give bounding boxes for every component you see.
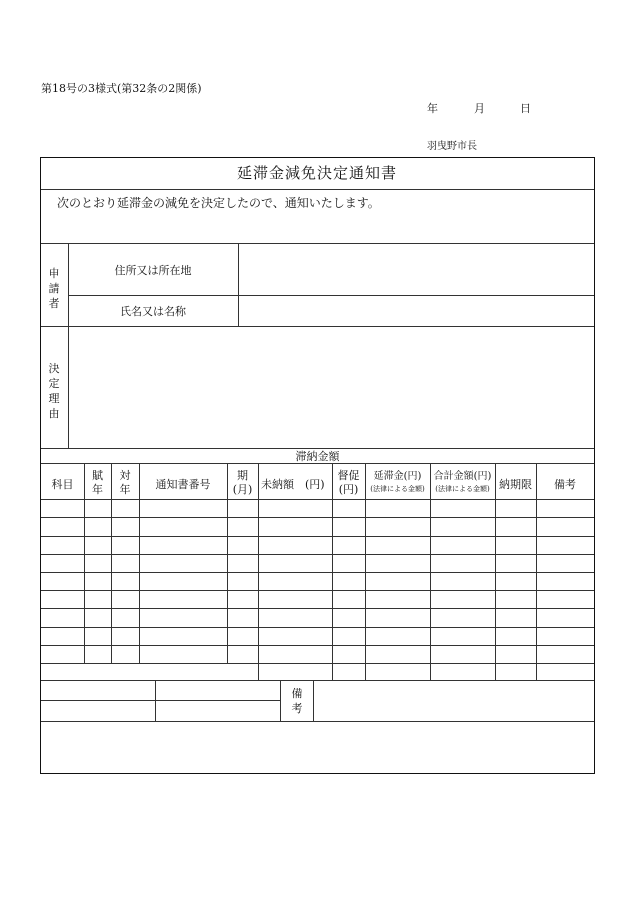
- divider: [41, 517, 594, 518]
- divider: [41, 608, 594, 609]
- col-notice-number: 通知書番号: [155, 478, 211, 491]
- date-month-label: 月: [474, 102, 485, 115]
- reason-label: 決定理由: [48, 362, 60, 420]
- address-label: 住所又は所在地: [114, 264, 192, 277]
- form-title: 延滞金減免決定通知書: [236, 164, 397, 182]
- divider: [313, 680, 314, 721]
- divider: [41, 189, 594, 190]
- col-unpaid: 未納額 (円): [261, 478, 325, 491]
- divider: [139, 463, 140, 663]
- col-fiscal-year: 賦 年: [92, 469, 103, 496]
- divider: [332, 463, 333, 680]
- col-late-fee: 延滞金(円) (法律による金額): [370, 471, 425, 493]
- name-label: 氏名又は名称: [120, 305, 186, 318]
- form-number: 第18号の3様式(第32条の2関係): [41, 82, 202, 95]
- col-remarks: 備考: [554, 478, 576, 491]
- date-day-label: 日: [520, 102, 531, 115]
- col-due-date: 納期限: [499, 478, 532, 491]
- issuer-name: 羽曳野市長: [427, 141, 477, 152]
- divider: [111, 463, 112, 663]
- divider: [227, 463, 228, 663]
- col-total: 合計金額(円) (法律による金額): [433, 471, 492, 493]
- divider: [365, 463, 366, 680]
- intro-text: 次のとおり延滞金の減免を決定したので、通知いたします。: [57, 196, 380, 210]
- divider: [41, 326, 594, 327]
- date-year-label: 年: [427, 102, 438, 115]
- divider: [41, 243, 594, 244]
- divider: [280, 680, 281, 721]
- divider: [41, 499, 594, 500]
- notice-form: [40, 157, 595, 774]
- col-subject: 科目: [51, 478, 74, 491]
- divider: [41, 572, 594, 573]
- divider: [238, 243, 239, 326]
- divider: [41, 663, 594, 664]
- delinquency-header: 滞納金額: [295, 450, 340, 463]
- col-demand: 督促 (円): [337, 469, 360, 496]
- divider: [41, 627, 594, 628]
- divider: [41, 721, 594, 722]
- col-period: 期 (月): [232, 469, 253, 496]
- divider: [41, 645, 594, 646]
- col-target-year: 対 年: [119, 469, 131, 496]
- divider: [430, 463, 431, 680]
- divider: [495, 463, 496, 680]
- bottom-remarks-label: 備考: [291, 687, 303, 715]
- divider: [84, 463, 85, 663]
- divider: [536, 463, 537, 680]
- divider: [41, 554, 594, 555]
- divider: [41, 536, 594, 537]
- divider: [258, 463, 259, 680]
- applicant-label: 申請者: [48, 267, 60, 310]
- divider: [41, 680, 594, 681]
- divider: [41, 463, 594, 464]
- divider: [41, 590, 594, 591]
- divider: [68, 295, 594, 296]
- divider: [41, 700, 280, 701]
